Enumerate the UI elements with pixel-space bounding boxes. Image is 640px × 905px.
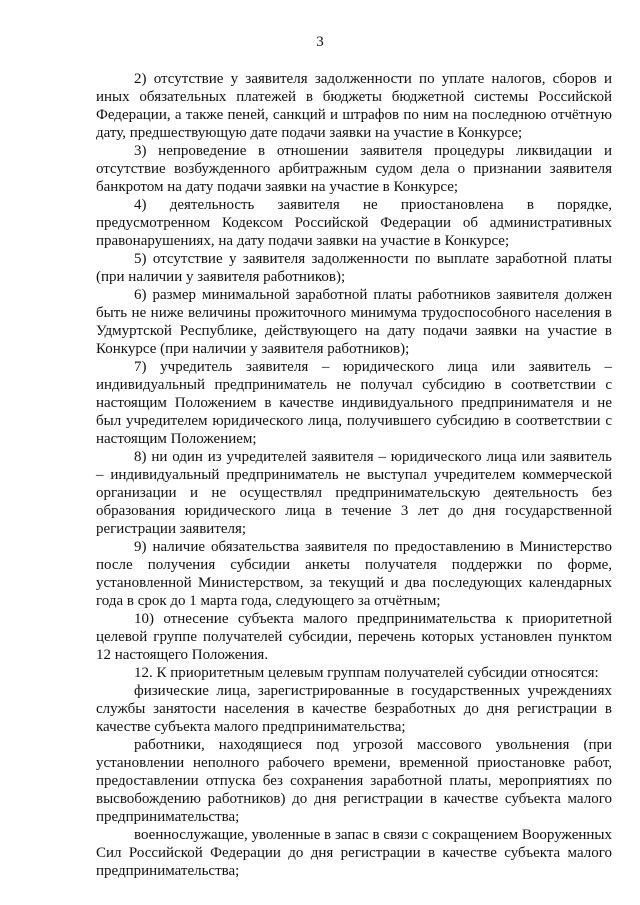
paragraph-item-6: 6) размер минимальной заработной платы работников заявителя должен быть не ниже величины прожиточного минимума трудоспособного населения в Удмуртской Республике, действующего на дату подачи заявки на участие в Конкурсе (при наличии у заявителя работников); — [96, 287, 612, 357]
page-number: 3 — [316, 34, 324, 50]
document-body — [96, 70, 612, 880]
paragraph-item-8: 8) ни один из учредителей заявителя – юридического лица или заявитель – индивидуальный предприниматель не выступал учредителем коммерческой организации и не осуществлял предпринимательскую деятельность без образования юридического лица в течение 3 лет до дня государственной регистрации заявителя; — [96, 449, 612, 537]
priority-group-workers-at-risk: работники, находящиеся под угрозой массового увольнения (при установлении неполного рабочего времени, временной приостановке работ, предоставлении отпуска без сохранения заработной платы, мероприятиях по высвобождению работников) до дня регистрации в качестве субъекта малого предпринимательства; — [96, 737, 612, 825]
paragraph-item-7: 7) учредитель заявителя – юридического лица или заявитель – индивидуальный предприниматель не получал субсидию в соответствии с настоящим Положением в качестве индивидуального предпринимателя и не был учредителем юридического лица, получившего субсидию в соответствии с настоящим Положением; — [96, 359, 612, 447]
section-12-heading: 12. К приоритетным целевым группам получателей субсидии относятся: — [134, 665, 599, 681]
priority-group-military: военнослужащие, уволенные в запас в связи с сокращением Вооруженных Сил Российской Федерации до дня регистрации в качестве субъекта малого предпринимательства; — [96, 827, 612, 879]
paragraph-item-5: 5) отсутствие у заявителя задолженности по выплате заработной платы (при наличии у заявителя работников); — [96, 251, 612, 285]
paragraph-item-3: 3) непроведение в отношении заявителя процедуры ликвидации и отсутствие возбужденного арбитражным судом дела о признании заявителя банкротом на дату подачи заявки на участие в Конкурсе; — [96, 143, 612, 195]
priority-group-unemployed: физические лица, зарегистрированные в государственных учреждениях службы занятости населения в качестве безработных до дня регистрации в качестве субъекта малого предпринимательства; — [96, 683, 612, 735]
paragraph-item-4: 4) деятельность заявителя не приостановлена в порядке, предусмотренном Кодексом Российской Федерации об административных правонарушениях, на дату подачи заявки на участие в Конкурсе; — [96, 197, 612, 249]
paragraph-item-9: 9) наличие обязательства заявителя по предоставлению в Министерство после получения субсидии анкеты получателя поддержки по форме, установленной Министерством, за текущий и два последующих календарных года в срок до 1 марта года, следующего за отчётным; — [96, 539, 612, 609]
paragraph-item-2: 2) отсутствие у заявителя задолженности по уплате налогов, сборов и иных обязательных платежей в бюджеты бюджетной системы Российской Федерации, а также пеней, санкций и штрафов по ним на последнюю отчётную дату, предшествующую дате подачи заявки на участие в Конкурсе; — [96, 71, 612, 141]
paragraph-item-10: 10) отнесение субъекта малого предпринимательства к приоритетной целевой группе получателей субсидии, перечень которых установлен пунктом 12 настоящего Положения. — [96, 611, 612, 663]
